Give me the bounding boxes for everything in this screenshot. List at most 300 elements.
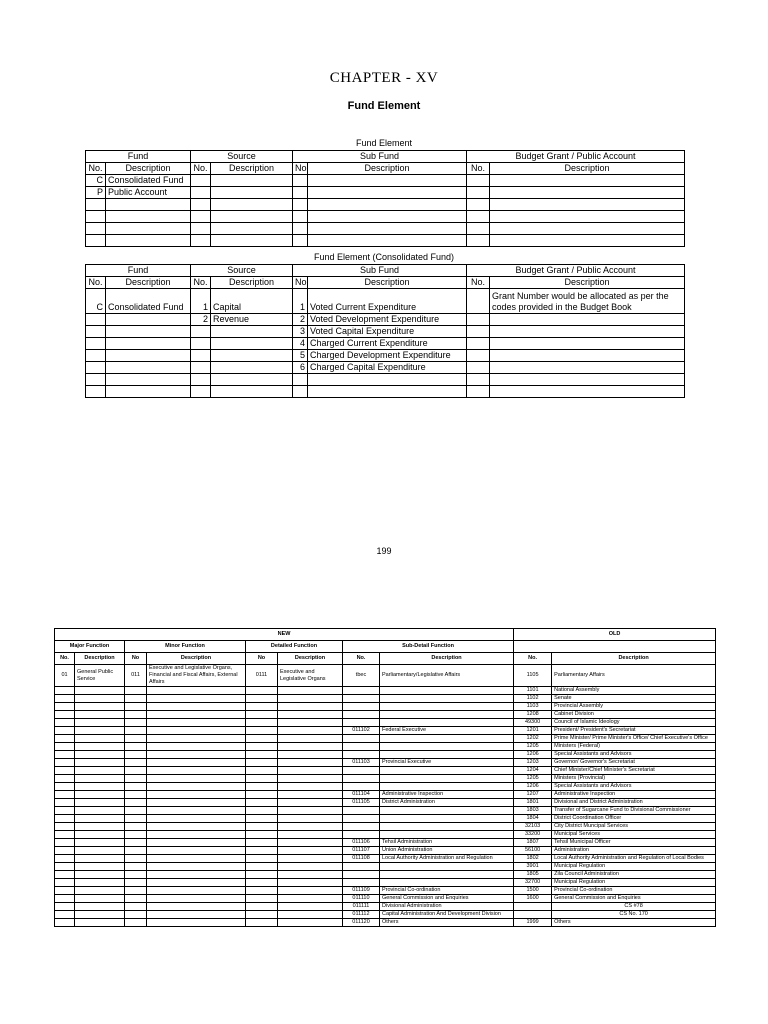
table-cell — [380, 775, 514, 783]
table-row — [55, 895, 716, 903]
table-cell — [293, 175, 308, 187]
table-cell — [246, 839, 278, 847]
table-cell — [246, 807, 278, 815]
table-cell — [246, 871, 278, 879]
table-cell — [278, 855, 343, 863]
table-row — [55, 871, 716, 879]
table-cell — [106, 338, 191, 350]
table-cell — [55, 703, 75, 711]
table-cell — [490, 386, 685, 398]
table-cell — [278, 711, 343, 719]
table-cell — [55, 775, 75, 783]
table-cell — [380, 751, 514, 759]
group-header-new: NEW — [55, 629, 514, 641]
table-cell: 4 — [293, 338, 308, 350]
table-cell — [106, 362, 191, 374]
table-cell — [55, 791, 75, 799]
table-cell: P — [86, 187, 106, 199]
table-cell — [147, 687, 246, 695]
table-cell: 1102 — [514, 695, 552, 703]
table-cell — [343, 743, 380, 751]
table-cell — [125, 743, 147, 751]
table-cell — [380, 687, 514, 695]
table-row — [55, 727, 716, 735]
table-cell — [246, 695, 278, 703]
table-cell — [246, 855, 278, 863]
table-cell: Administration — [552, 847, 716, 855]
table-cell — [147, 815, 246, 823]
table-row — [86, 314, 685, 326]
table-row — [55, 711, 716, 719]
table-cell — [147, 791, 246, 799]
table-cell — [125, 759, 147, 767]
table-cell — [490, 362, 685, 374]
table-cell — [55, 743, 75, 751]
table-cell — [106, 350, 191, 362]
group-header-old: OLD — [514, 629, 716, 641]
table-row — [55, 775, 716, 783]
table-cell: 1201 — [514, 727, 552, 735]
table-cell — [191, 199, 211, 211]
table-cell — [125, 799, 147, 807]
table-cell — [106, 235, 191, 247]
function-group-header: Detailed Function — [246, 641, 343, 653]
table-cell — [147, 759, 246, 767]
table-cell — [55, 727, 75, 735]
table-cell — [75, 799, 125, 807]
table-cell — [246, 879, 278, 887]
table-cell: Charged Current Expenditure — [308, 338, 467, 350]
table-cell — [514, 903, 552, 911]
table-cell — [147, 775, 246, 783]
table-cell — [278, 743, 343, 751]
table-cell: C — [86, 289, 106, 314]
table-cell — [55, 903, 75, 911]
group-header: Budget Grant / Public Account — [467, 151, 685, 163]
group-header: Sub Fund — [293, 151, 467, 163]
table-cell — [278, 719, 343, 727]
table-cell: Consolidated Fund — [106, 289, 191, 314]
column-header: No — [293, 277, 308, 289]
page-number: 199 — [376, 546, 392, 556]
table-cell: 1103 — [514, 703, 552, 711]
table-row — [86, 211, 685, 223]
column-header: No — [125, 653, 147, 665]
table-cell — [246, 775, 278, 783]
table-cell: 1805 — [514, 871, 552, 879]
group-header: Fund — [86, 265, 191, 277]
table-cell — [55, 759, 75, 767]
table-cell — [490, 350, 685, 362]
table-cell: 32700 — [514, 879, 552, 887]
table-cell — [278, 807, 343, 815]
table-cell: 011104 — [343, 791, 380, 799]
table-cell — [55, 807, 75, 815]
column-header: No. — [343, 653, 380, 665]
table-cell — [55, 855, 75, 863]
table-cell — [106, 314, 191, 326]
table-cell — [308, 175, 467, 187]
table-cell — [55, 695, 75, 703]
table-cell: Union Administration — [380, 847, 514, 855]
table-cell — [147, 871, 246, 879]
table-row — [55, 887, 716, 895]
table-cell — [343, 703, 380, 711]
table-cell — [125, 783, 147, 791]
table-cell — [75, 719, 125, 727]
table-cell: Council of Islamic Ideology — [552, 719, 716, 727]
table-cell — [75, 703, 125, 711]
table-cell: Administrative Inspection — [380, 791, 514, 799]
table-cell: 1207 — [514, 791, 552, 799]
table-cell — [211, 386, 293, 398]
table-cell — [278, 695, 343, 703]
table-cell: 011 — [125, 665, 147, 687]
table-cell — [55, 919, 75, 927]
table-cell — [55, 687, 75, 695]
table-cell — [55, 879, 75, 887]
table-cell — [125, 879, 147, 887]
table-cell — [278, 911, 343, 919]
table-cell: C — [86, 175, 106, 187]
table-cell — [308, 223, 467, 235]
function-group-header: Major Function — [55, 641, 125, 653]
table-cell: Federal Executive — [380, 727, 514, 735]
table-cell — [55, 719, 75, 727]
table-cell: Cabinet Division — [552, 711, 716, 719]
table-cell — [147, 831, 246, 839]
table-cell — [75, 791, 125, 799]
table-row — [86, 175, 685, 187]
table-cell — [343, 783, 380, 791]
table-cell — [75, 783, 125, 791]
table-row — [86, 374, 685, 386]
table-cell — [75, 775, 125, 783]
table-cell — [467, 338, 490, 350]
table-cell: 1101 — [514, 687, 552, 695]
table-cell: Municipal Regulation — [552, 863, 716, 871]
table-cell — [75, 887, 125, 895]
table-cell — [211, 235, 293, 247]
table-cell — [55, 831, 75, 839]
table-cell: 011110 — [343, 895, 380, 903]
table-cell — [55, 711, 75, 719]
table-cell — [343, 863, 380, 871]
table-cell — [467, 211, 490, 223]
table-cell: Grant Number would be allocated as per the codes provided in the Budget Book — [490, 289, 685, 314]
table-cell — [278, 847, 343, 855]
table-cell — [106, 386, 191, 398]
group-header: Source — [191, 265, 293, 277]
table-cell: 2 — [293, 314, 308, 326]
table-cell — [246, 735, 278, 743]
table-row — [55, 831, 716, 839]
column-header: No. — [191, 163, 211, 175]
table-cell — [246, 911, 278, 919]
table-cell — [278, 703, 343, 711]
table-cell — [147, 767, 246, 775]
table-cell — [147, 887, 246, 895]
table-cell — [343, 823, 380, 831]
table-cell: City District Muncipal Services — [552, 823, 716, 831]
table-cell — [55, 823, 75, 831]
table-cell: CS #78 — [552, 903, 716, 911]
table-cell — [125, 775, 147, 783]
table-cell — [380, 863, 514, 871]
table-cell — [147, 895, 246, 903]
table-cell — [278, 815, 343, 823]
table-cell: 011105 — [343, 799, 380, 807]
table-cell — [278, 799, 343, 807]
table-cell — [246, 743, 278, 751]
table-cell: 1600 — [514, 895, 552, 903]
function-classification-table — [54, 628, 716, 927]
table-cell — [55, 751, 75, 759]
table-cell — [147, 751, 246, 759]
table-cell — [75, 815, 125, 823]
table-cell — [467, 199, 490, 211]
column-header: Description — [552, 653, 716, 665]
table-cell — [86, 223, 106, 235]
table-row — [86, 326, 685, 338]
table-cell — [75, 735, 125, 743]
table-cell: Special Assistants and Advisors — [552, 751, 716, 759]
table-cell: 1 — [293, 289, 308, 314]
table-cell — [55, 783, 75, 791]
table-cell: Special Assistants and Advisors — [552, 783, 716, 791]
table-cell — [55, 839, 75, 847]
table-cell: Local Authority Administration and Regulation of Local Bodies — [552, 855, 716, 863]
table-cell — [278, 687, 343, 695]
table-cell — [490, 187, 685, 199]
table-cell — [147, 919, 246, 927]
table-cell: 33200 — [514, 831, 552, 839]
table-cell: 1804 — [514, 815, 552, 823]
column-header: Description — [490, 277, 685, 289]
table-cell — [246, 815, 278, 823]
table-cell — [246, 919, 278, 927]
table-row — [55, 719, 716, 727]
table-cell — [380, 735, 514, 743]
table-row — [86, 350, 685, 362]
table-cell — [278, 751, 343, 759]
chapter-title: CHAPTER - XV — [329, 70, 439, 86]
table-cell — [106, 223, 191, 235]
table-cell — [125, 847, 147, 855]
table-cell — [380, 807, 514, 815]
table-cell — [147, 807, 246, 815]
table-cell — [106, 326, 191, 338]
table-cell — [75, 687, 125, 695]
table-cell — [125, 711, 147, 719]
table-cell — [147, 879, 246, 887]
table-cell — [278, 823, 343, 831]
table-cell: Voted Capital Expenditure — [308, 326, 467, 338]
table-cell — [125, 911, 147, 919]
table-cell: 011120 — [343, 919, 380, 927]
table-cell — [75, 903, 125, 911]
table-cell: Municipal Regulation — [552, 879, 716, 887]
table-cell: 32103 — [514, 823, 552, 831]
table-cell — [246, 863, 278, 871]
consolidated-fund-table — [85, 264, 685, 398]
table-cell: Ministers (Federal) — [552, 743, 716, 751]
table-cell — [147, 743, 246, 751]
table-cell — [75, 751, 125, 759]
table-cell — [343, 735, 380, 743]
table-cell — [380, 871, 514, 879]
table-cell: Charged Development Expenditure — [308, 350, 467, 362]
table-cell — [55, 911, 75, 919]
table-cell — [343, 775, 380, 783]
table-cell — [125, 719, 147, 727]
table-row — [55, 665, 716, 687]
table-cell — [191, 187, 211, 199]
column-header: Description — [308, 277, 467, 289]
column-header: No. — [86, 277, 106, 289]
table-cell — [191, 326, 211, 338]
table-cell — [211, 338, 293, 350]
table-row — [86, 235, 685, 247]
table-cell — [191, 211, 211, 223]
table-cell: 011108 — [343, 855, 380, 863]
table-cell — [86, 350, 106, 362]
table-cell — [106, 199, 191, 211]
table-cell — [125, 895, 147, 903]
table-cell — [467, 314, 490, 326]
table-cell — [278, 775, 343, 783]
column-header: No. — [55, 653, 75, 665]
column-header: Description — [147, 653, 246, 665]
table-cell — [343, 751, 380, 759]
table-cell — [75, 727, 125, 735]
table-cell: 1208 — [514, 711, 552, 719]
table-cell — [380, 719, 514, 727]
table-cell: Provincial Co-ordination — [380, 887, 514, 895]
column-header: Description — [380, 653, 514, 665]
table-cell — [246, 831, 278, 839]
table-cell: 3 — [293, 326, 308, 338]
table-cell: Administrative Inspection — [552, 791, 716, 799]
column-header: No. — [514, 653, 552, 665]
table-cell: 2 — [191, 314, 211, 326]
table-cell: 1206 — [514, 783, 552, 791]
table-cell: Ministers (Provincial) — [552, 775, 716, 783]
table-cell: 1 — [191, 289, 211, 314]
table-cell — [308, 211, 467, 223]
table-row — [55, 751, 716, 759]
table-cell — [246, 719, 278, 727]
table-cell — [380, 823, 514, 831]
column-header: Description — [278, 653, 343, 665]
table-cell: 1206 — [514, 751, 552, 759]
table-cell — [246, 783, 278, 791]
table-row — [55, 759, 716, 767]
table-cell — [55, 863, 75, 871]
table-cell — [293, 223, 308, 235]
table-cell: Parliamentary Affairs — [552, 665, 716, 687]
table-cell — [125, 823, 147, 831]
table-row — [55, 815, 716, 823]
table-cell — [147, 711, 246, 719]
table-cell — [125, 863, 147, 871]
table-cell — [246, 847, 278, 855]
table-row — [86, 338, 685, 350]
table-cell — [380, 767, 514, 775]
table-cell — [490, 175, 685, 187]
table-cell — [246, 895, 278, 903]
table-row — [55, 687, 716, 695]
table-cell: 011106 — [343, 839, 380, 847]
table-cell — [125, 919, 147, 927]
table-cell — [125, 695, 147, 703]
table-cell — [278, 791, 343, 799]
table-cell: General Commission and Enquiries — [380, 895, 514, 903]
table-cell — [278, 759, 343, 767]
table-cell — [278, 735, 343, 743]
table-cell — [293, 374, 308, 386]
table-cell: 1802 — [514, 855, 552, 863]
fund-element-table — [85, 150, 685, 247]
table-cell — [490, 326, 685, 338]
table-cell: 1204 — [514, 767, 552, 775]
table-cell: Zila Council Administration — [552, 871, 716, 879]
table-cell — [75, 711, 125, 719]
table-cell — [125, 855, 147, 863]
table-cell — [343, 815, 380, 823]
table-cell — [467, 386, 490, 398]
table-cell — [343, 719, 380, 727]
table-cell: 011112 — [343, 911, 380, 919]
table-cell — [106, 374, 191, 386]
table-cell — [191, 223, 211, 235]
table-cell — [86, 314, 106, 326]
table-row — [55, 799, 716, 807]
fund-element-heading: Fund Element — [347, 100, 421, 112]
table-cell: Senate — [552, 695, 716, 703]
table-cell — [191, 374, 211, 386]
column-header: No. — [86, 163, 106, 175]
table-row — [86, 223, 685, 235]
table-cell — [75, 911, 125, 919]
table-cell — [278, 919, 343, 927]
table-row — [55, 703, 716, 711]
table-cell — [467, 374, 490, 386]
table-cell: Divisional Administration — [380, 903, 514, 911]
table-cell: Capital Administration And Development Division — [380, 911, 514, 919]
table-cell — [343, 871, 380, 879]
table-cell — [380, 703, 514, 711]
table-cell — [125, 871, 147, 879]
group-header: Fund — [86, 151, 191, 163]
table-cell — [246, 887, 278, 895]
table-cell: 1205 — [514, 743, 552, 751]
table-cell — [75, 695, 125, 703]
table-cell — [278, 887, 343, 895]
table-cell: Transfer of Sugarcane Fund to Divisional Commissioner — [552, 807, 716, 815]
table-cell — [211, 350, 293, 362]
table-cell — [380, 711, 514, 719]
table-cell — [125, 807, 147, 815]
table-cell: Revenue — [211, 314, 293, 326]
table-cell — [380, 783, 514, 791]
table-cell — [490, 223, 685, 235]
table-cell — [147, 727, 246, 735]
table-row — [55, 855, 716, 863]
table-cell — [380, 743, 514, 751]
table1-caption: Fund Element — [355, 138, 413, 148]
table-cell: Others — [380, 919, 514, 927]
